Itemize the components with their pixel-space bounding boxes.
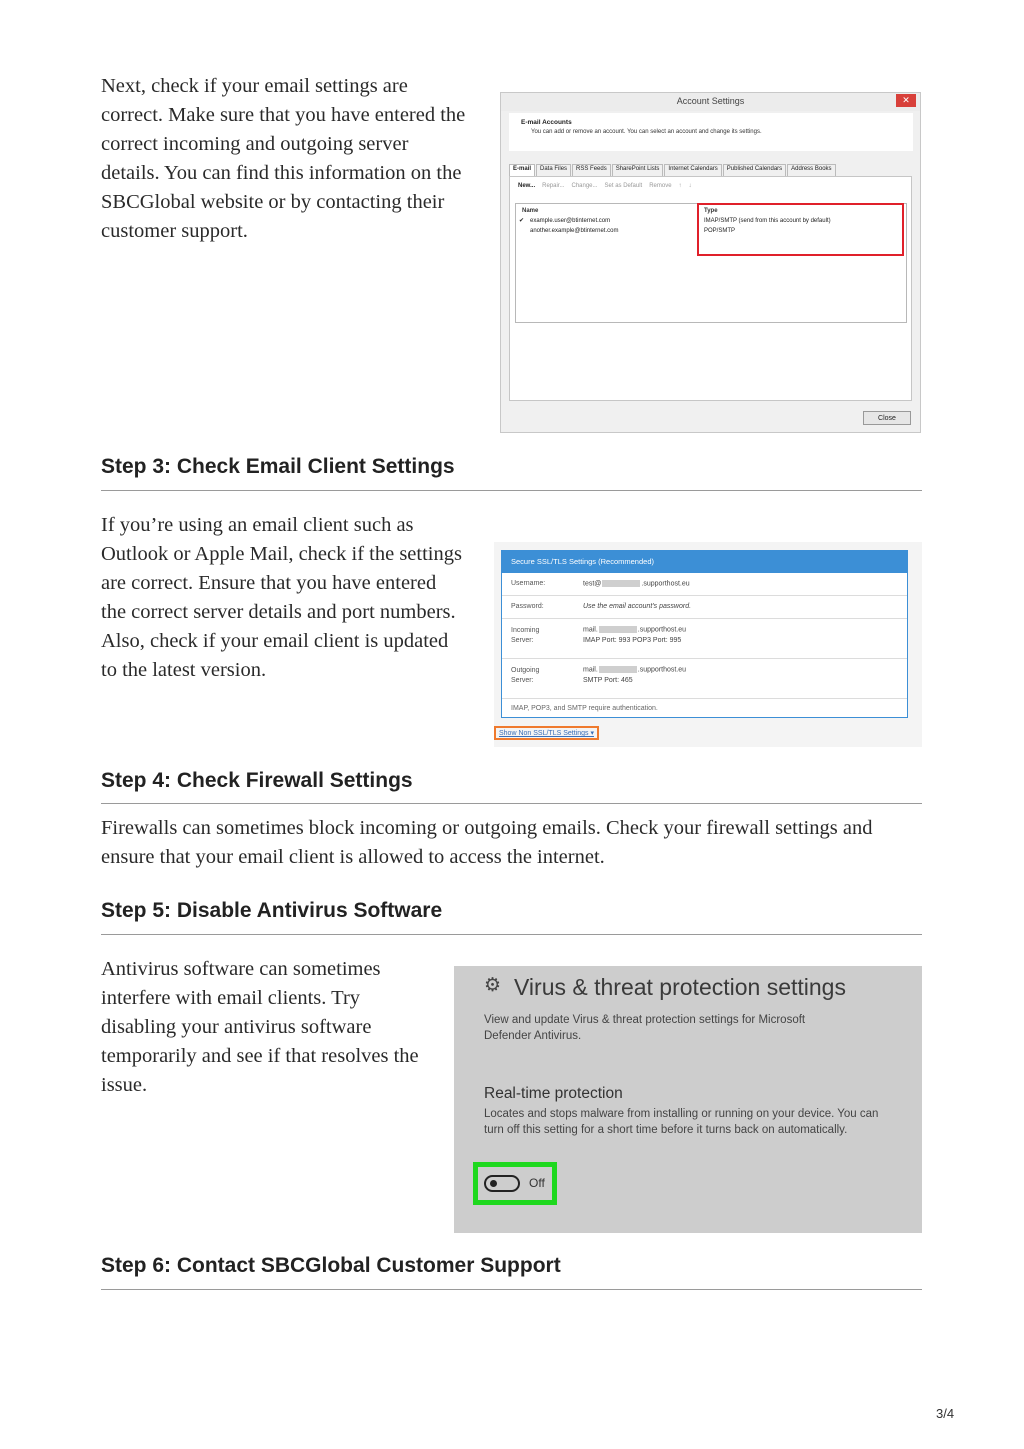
ssl-settings-header xyxy=(502,551,907,573)
ssl-settings-screenshot xyxy=(494,542,922,747)
column-type: Type xyxy=(704,208,718,214)
divider xyxy=(101,490,922,491)
ssl-settings-title: Secure SSL/TLS Settings (Recommended) xyxy=(511,557,654,566)
tab-sharepoint-lists: SharePoint Lists xyxy=(612,164,664,176)
outgoing-ports: SMTP Port: 465 xyxy=(583,677,633,684)
intro-paragraph: Next, check if your email settings are correct. Make sure that you have entered the correct incoming and outgoing server details. You can find this information on the SBCGlobal website or by contacting their customer support. xyxy=(101,75,466,242)
tab-internet-calendars: Internet Calendars xyxy=(664,164,721,176)
step4-paragraph: Firewalls can sometimes block incoming or outgoing emails. Check your firewall settings and ensure that your email client is allowed to access the internet. xyxy=(101,817,873,868)
toggle-state-label: Off xyxy=(529,1176,545,1190)
email-accounts-header xyxy=(509,113,913,151)
dialog-title: Account Settings xyxy=(676,96,745,106)
column-name: Name xyxy=(522,208,539,214)
incoming-ports: IMAP Port: 993 POP3 Port: 995 xyxy=(583,637,682,644)
step3-heading: Step 3: Check Email Client Settings xyxy=(101,455,455,478)
incoming-label: Server: xyxy=(511,637,534,644)
outgoing-label: Outgoing xyxy=(511,667,540,674)
virus-settings-title: Virus & threat protection settings xyxy=(514,974,846,1000)
username-row xyxy=(502,573,907,595)
step5-paragraph: Antivirus software can sometimes interfere with email clients. Try disabling your antivirus software temporarily and see if that resolves the issue. xyxy=(101,958,419,1096)
account-name: another.example@btinternet.com xyxy=(530,228,619,234)
auth-note: IMAP, POP3, and SMTP require authentication. xyxy=(511,705,658,712)
gear-icon: ⚙ xyxy=(484,975,502,996)
account-tabs xyxy=(509,164,837,176)
realtime-protection-description: Locates and stops malware from installing or running on your device. You can turn off this setting for a short time before it turns back on automatically. xyxy=(484,1108,879,1136)
realtime-toggle xyxy=(484,1175,520,1192)
incoming-host: mail. .supporthost.eu xyxy=(583,626,687,634)
close-icon: ✕ xyxy=(896,94,916,107)
email-accounts-title: E-mail Accounts xyxy=(521,119,572,126)
email-accounts-subtitle: You can add or remove an account. You can select an account and change its settings. xyxy=(531,129,762,135)
new-account-button: New... xyxy=(518,183,536,189)
close-button: Close xyxy=(863,411,911,425)
step5-heading: Step 5: Disable Antivirus Software xyxy=(101,899,443,922)
virus-protection-screenshot xyxy=(454,966,922,1233)
chevron-down-icon: ▾ xyxy=(590,730,594,737)
account-name: example.user@btinternet.com xyxy=(530,218,611,224)
step6-heading: Step 6: Contact SBCGlobal Customer Support xyxy=(101,1254,561,1277)
toggle-knob xyxy=(490,1180,497,1187)
realtime-protection-title: Real-time protection xyxy=(484,1085,623,1102)
password-value: Use the email account’s password. xyxy=(583,603,692,610)
divider xyxy=(101,803,922,804)
step4-heading: Step 4: Check Firewall Settings xyxy=(101,769,413,792)
move-down-icon: ↓ xyxy=(688,183,692,189)
default-check-icon: ✔ xyxy=(519,218,525,224)
tab-published-calendars: Published Calendars xyxy=(723,164,786,176)
auth-note-row xyxy=(502,698,907,719)
tab-data-files: Data Files xyxy=(536,164,571,176)
outgoing-row xyxy=(502,658,907,699)
set-default-button: Set as Default xyxy=(604,183,643,189)
account-toolbar xyxy=(518,183,692,189)
incoming-label: Incoming xyxy=(511,627,540,634)
dialog-titlebar xyxy=(501,93,920,111)
account-type: POP/SMTP xyxy=(704,228,736,234)
move-up-icon: ↑ xyxy=(678,183,682,189)
username-value: test@ .supporthost.eu xyxy=(583,580,690,588)
page-number: 3/4 xyxy=(936,1406,955,1421)
incoming-row xyxy=(502,618,907,659)
tab-address-books: Address Books xyxy=(787,164,835,176)
step3-paragraph: If you’re using an email client such as Outlook or Apple Mail, check if the settings are correct. Ensure that you have entered the correct server details and port numbers. Also, check if your email client is updated to the latest version. xyxy=(101,514,462,681)
ssl-settings-box xyxy=(501,550,908,718)
username-label: Username: xyxy=(511,580,546,587)
outgoing-host: mail. .supporthost.eu xyxy=(583,666,687,674)
divider xyxy=(101,1289,922,1290)
outgoing-label: Server: xyxy=(511,677,534,684)
account-type: IMAP/SMTP (send from this account by default) xyxy=(704,218,831,224)
tab-rss-feeds: RSS Feeds xyxy=(572,164,611,176)
account-settings-screenshot xyxy=(500,92,921,433)
show-non-ssl-link: Show Non SSL/TLS Settings ▾ xyxy=(494,726,599,740)
divider xyxy=(101,934,922,935)
change-button: Change... xyxy=(571,183,598,189)
remove-button: Remove xyxy=(649,183,672,189)
password-label: Password: xyxy=(511,603,544,610)
tab-email: E-mail xyxy=(509,164,535,176)
virus-settings-description: View and update Virus & threat protection settings for Microsoft Defender Antivirus. xyxy=(484,1014,806,1042)
password-row xyxy=(502,595,907,618)
type-highlight-box xyxy=(697,203,904,256)
repair-button: Repair... xyxy=(542,183,565,189)
